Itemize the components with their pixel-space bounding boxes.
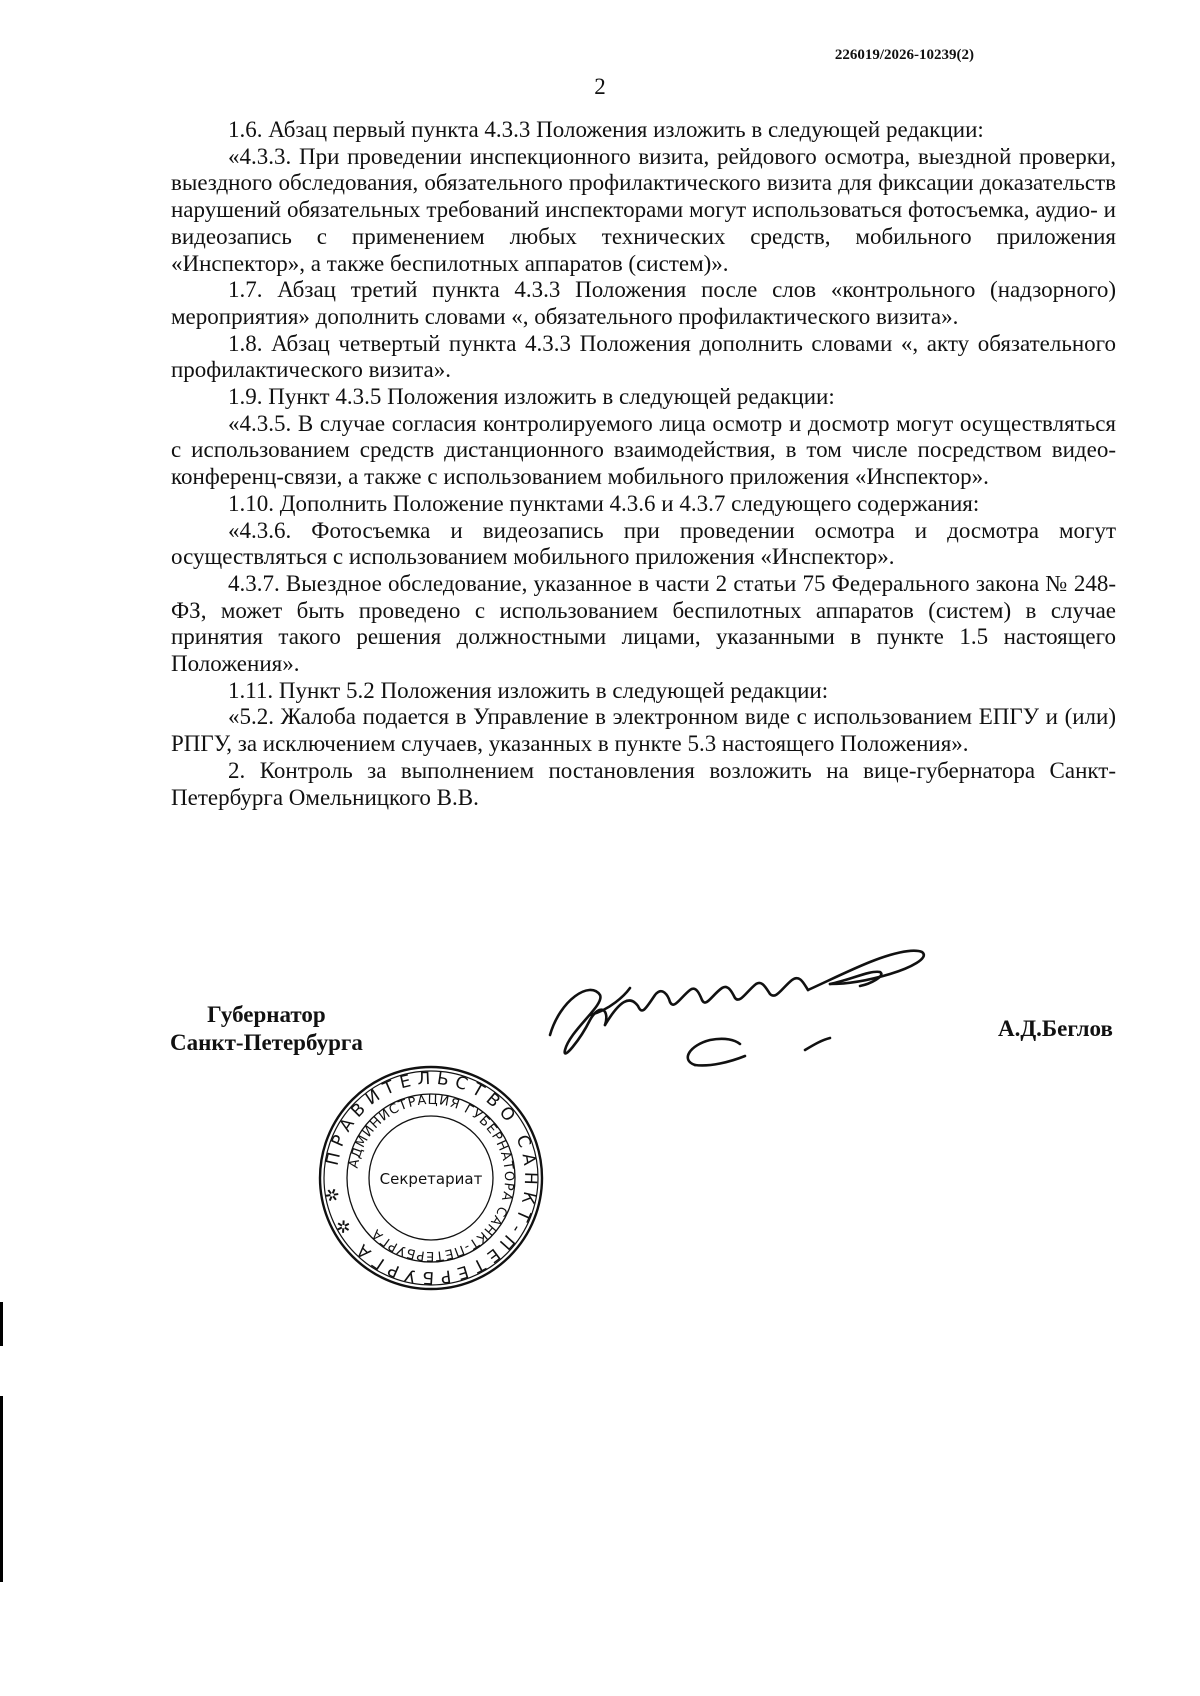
scan-edge-mark [0,1302,3,1346]
signatory-title [170,1001,363,1057]
scan-edge-mark [0,1396,3,1582]
paragraph-2-control: 2. Контроль за выполнением постановления возложить на вице-губернатора Санкт-Петербурга Омельницкого В.В. [171,757,1116,810]
paragraph-1-11: 1.11. Пункт 5.2 Положения изложить в следующей редакции: [228,677,829,703]
paragraph-1-9: 1.9. Пункт 4.3.5 Положения изложить в следующей редакции: [228,384,835,410]
document-registration-number: 226019/2026-10239(2) [834,47,974,63]
stamp-center-label: Секретариат [379,1170,483,1188]
paragraph-1-8: 1.8. Абзац четвертый пункта 4.3.3 Положения дополнить словами «, акту обязательного профилактического визита». [171,330,1116,383]
page-number: 2 [594,74,606,99]
svg-text:АДМИНИСТРАЦИЯ ГУБЕРНАТОРА САНК: АДМИНИСТРАЦИЯ ГУБЕРНАТОРА САНКТ-ПЕТЕРБУРГА [346,1092,517,1264]
svg-text:ПРАВИТЕЛЬСТВО САНКТ-ПЕТЕРБУРГА: ПРАВИТЕЛЬСТВО САНКТ-ПЕТЕРБУРГА ✲ ✲ [321,1068,541,1288]
paragraph-1-7: 1.7. Абзац третий пункта 4.3.3 Положения после слов «контрольного (надзорного) мероприятия» дополнить словами «, обязательного профилактического визита». [171,277,1116,329]
paragraph-1-6: 1.6. Абзац первый пункта 4.3.3 Положения изложить в следующей редакции: [228,117,984,142]
handwritten-signature [530,940,960,1090]
paragraph-4-3-5-quote: «4.3.5. В случае согласия контролируемого лица осмотр и досмотр могут осуществляться с использованием средств дистанционного взаимодействия, в том числе посредством видео-конференц-связи, а также с использованием мобильного приложения «Инспектор». [171,410,1116,490]
official-seal-stamp [316,1063,546,1293]
document-body [171,117,1116,811]
paragraph-1-10: 1.10. Дополнить Положение пунктами 4.3.6 и 4.3.7 следующего содержания: [228,490,980,516]
signatory-title-line-1: Губернатор [207,1002,326,1027]
paragraph-4-3-7: 4.3.7. Выездное обследование, указанное в части 2 статьи 75 Федерального закона № 248-ФЗ, может быть проведено с использованием беспилотных аппаратов (систем) в случае принятия такого решения должностными лицами, указанными в пункте 1.5 настоящего Положения». [171,570,1116,677]
paragraph-5-2-quote: «5.2. Жалоба подается в Управление в электронном виде с использованием ЕПГУ и (или) РПГУ, за исключением случаев, указанных в пункте 5.3 настоящего Положения». [171,704,1116,757]
signatory-title-line-2: Санкт-Петербурга [170,1030,363,1055]
signatory-name: А.Д.Беглов [998,1016,1113,1041]
paragraph-4-3-6-quote: «4.3.6. Фотосъемка и видеозапись при проведении осмотра и досмотра могут осуществляться с использованием мобильного приложения «Инспектор». [171,517,1116,570]
paragraph-4-3-3-quote: «4.3.3. При проведении инспекционного визита, рейдового осмотра, выездной проверки, выездного обследования, обязательного профилактического визита для фиксации доказательств нарушений обязательных требований инспекторами могут использоваться фотосъемка, аудио- и видеозапись с применением любых технических средств, мобильного приложения «Инспектор», а также беспилотных аппаратов (систем)». [171,143,1116,276]
